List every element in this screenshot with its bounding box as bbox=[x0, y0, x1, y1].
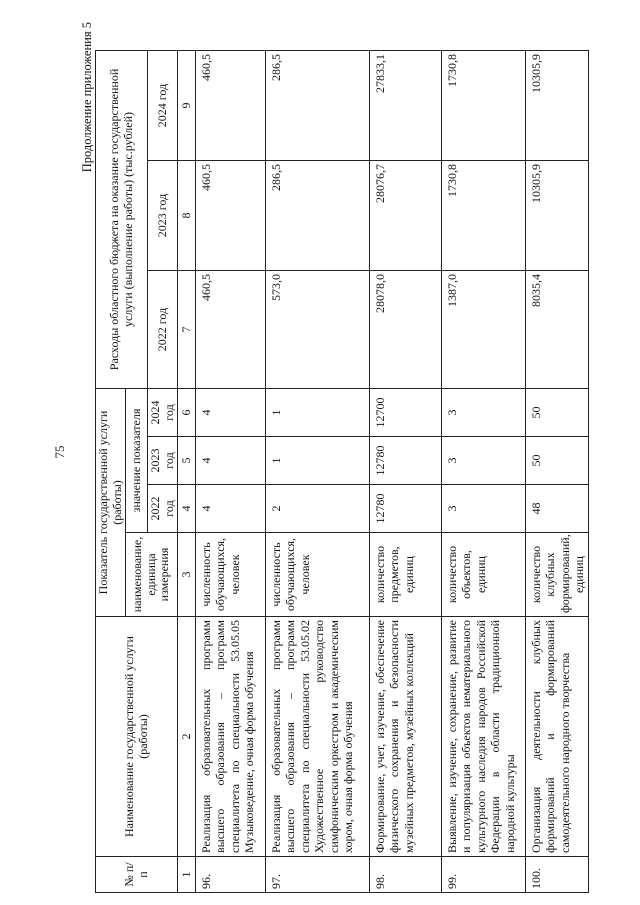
header-budget-year-2023: 2023 год bbox=[148, 161, 178, 271]
budget-2022: 460,5 bbox=[195, 271, 265, 389]
indicator-unit: количество клубных формирований, единиц bbox=[525, 533, 588, 617]
budget-2022: 8035,4 bbox=[525, 271, 588, 389]
continuation-label: Продолжение приложения 5 bbox=[80, 22, 94, 173]
value-2023: 50 bbox=[525, 437, 588, 485]
table-body bbox=[195, 50, 588, 892]
column-number: 4 bbox=[178, 485, 196, 533]
value-2023: 12780 bbox=[369, 437, 441, 485]
service-name: Формирование, учет, изучение, обеспечение физического сохранения и безопасности музейных предметов, музейных коллекций bbox=[369, 617, 441, 857]
header-value-year-2022: 2022 год bbox=[148, 485, 178, 533]
table-row bbox=[195, 50, 265, 892]
budget-2024: 1730,8 bbox=[441, 50, 525, 160]
table-header bbox=[96, 50, 196, 892]
table-row bbox=[369, 50, 441, 892]
value-2024: 12700 bbox=[369, 389, 441, 437]
value-2023: 3 bbox=[441, 437, 525, 485]
column-number: 8 bbox=[178, 161, 196, 271]
header-num: № п/п bbox=[96, 857, 178, 893]
service-name: Реализация образовательных программ высшего образования – программ специалитета по специальности 53.05.02 Художественное руководство симфоническим оркестром и академическим хором, очная форма обучения bbox=[265, 617, 369, 857]
value-2022: 2 bbox=[265, 485, 369, 533]
budget-2024: 286,5 bbox=[265, 50, 369, 160]
header-value-year-2023: 2023 год bbox=[148, 437, 178, 485]
row-num: 96. bbox=[195, 857, 265, 893]
header-value-group: значение показателя bbox=[126, 389, 148, 533]
value-2024: 3 bbox=[441, 389, 525, 437]
value-2024: 50 bbox=[525, 389, 588, 437]
column-number: 3 bbox=[178, 533, 196, 617]
header-service: Наименование государственной услуги (работы) bbox=[96, 617, 178, 857]
column-number: 6 bbox=[178, 389, 196, 437]
row-num: 97. bbox=[265, 857, 369, 893]
budget-2023: 10305,9 bbox=[525, 161, 588, 271]
budget-2023: 28076,7 bbox=[369, 161, 441, 271]
indicator-unit: численность обучающихся, человек bbox=[195, 533, 265, 617]
column-number: 2 bbox=[178, 617, 196, 857]
header-indicator-group: Показатель государственной услуги (работы) bbox=[96, 389, 126, 617]
budget-2022: 28078,0 bbox=[369, 271, 441, 389]
column-number: 9 bbox=[178, 50, 196, 160]
value-2022: 3 bbox=[441, 485, 525, 533]
column-number-row bbox=[178, 50, 196, 892]
column-number: 5 bbox=[178, 437, 196, 485]
column-number: 7 bbox=[178, 271, 196, 389]
service-name: Организация деятельности клубных формирований и формирований самодеятельного народного творчества bbox=[525, 617, 588, 857]
table-row bbox=[525, 50, 588, 892]
indicator-unit: количество объектов, единиц bbox=[441, 533, 525, 617]
budget-2024: 10305,9 bbox=[525, 50, 588, 160]
indicator-unit: количество предметов, единиц bbox=[369, 533, 441, 617]
row-num: 100. bbox=[525, 857, 588, 893]
service-name: Выявление, изучение, сохранение, развитие и популяризация объектов нематериального культурного наследия народов Российской Федерации в области традиционной народной культуры bbox=[441, 617, 525, 857]
value-2024: 4 bbox=[195, 389, 265, 437]
page-number: 75 bbox=[52, 445, 67, 459]
budget-2024: 460,5 bbox=[195, 50, 265, 160]
value-2024: 1 bbox=[265, 389, 369, 437]
value-2022: 12780 bbox=[369, 485, 441, 533]
row-num: 98. bbox=[369, 857, 441, 893]
header-unit: наименование, единица измерения bbox=[126, 533, 178, 617]
value-2023: 1 bbox=[265, 437, 369, 485]
budget-2022: 1387,0 bbox=[441, 271, 525, 389]
service-name: Реализация образовательных программ высшего образования – программ специалитета по специальности 53.05.05 Музыковедение, очная форма обучения bbox=[195, 617, 265, 857]
budget-2023: 460,5 bbox=[195, 161, 265, 271]
header-value-year-2024: 2024 год bbox=[148, 389, 178, 437]
value-2022: 4 bbox=[195, 485, 265, 533]
budget-2023: 1730,8 bbox=[441, 161, 525, 271]
table-row bbox=[265, 50, 369, 892]
value-2022: 48 bbox=[525, 485, 588, 533]
table-row bbox=[441, 50, 525, 892]
header-budget-group: Расходы областного бюджета на оказание государственной услуги (выполнение работы) (тыс.рублей) bbox=[96, 50, 148, 388]
row-num: 99. bbox=[441, 857, 525, 893]
header-budget-year-2024: 2024 год bbox=[148, 50, 178, 160]
budget-2022: 573,0 bbox=[265, 271, 369, 389]
services-table bbox=[95, 50, 589, 893]
value-2023: 4 bbox=[195, 437, 265, 485]
budget-2024: 27833,1 bbox=[369, 50, 441, 160]
header-budget-year-2022: 2022 год bbox=[148, 271, 178, 389]
indicator-unit: численность обучающихся, человек bbox=[265, 533, 369, 617]
budget-2023: 286,5 bbox=[265, 161, 369, 271]
column-number: 1 bbox=[178, 857, 196, 893]
